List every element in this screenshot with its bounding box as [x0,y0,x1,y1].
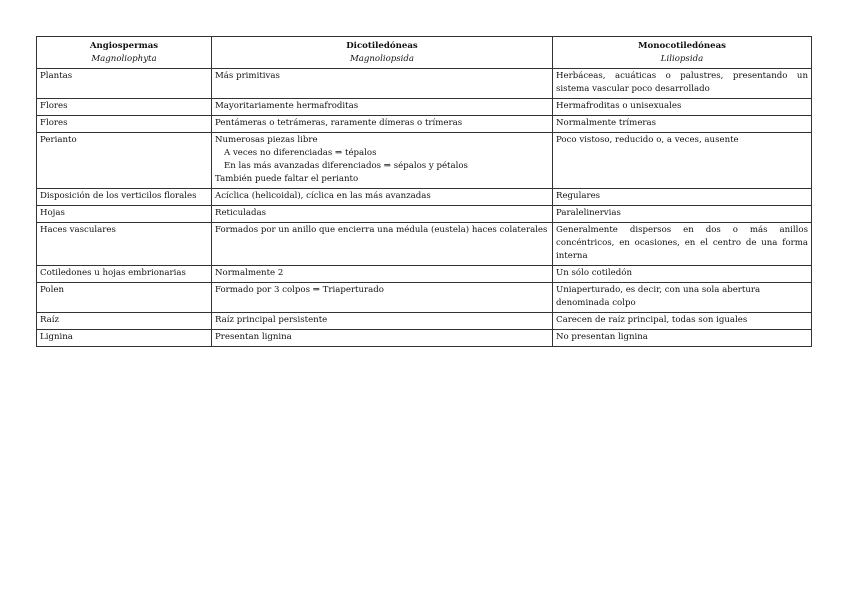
mono-cell: No presentan lignina [553,330,812,347]
dico-cell [212,133,553,189]
header-scientific-name: Magnoliopsida [349,54,415,64]
dico-cell: Formados por un anillo que encierra una médula (eustela) haces colaterales [212,223,553,266]
header-title: Angiospermas [89,41,159,51]
header-scientific-name: Liliopsida [660,54,704,64]
table-row [37,99,812,116]
dico-cell: Pentámeras o tetrámeras, raramente dímeras o trímeras [212,116,553,133]
table-row [37,69,812,99]
dico-line: También puede faltar el perianto [215,174,359,184]
mono-cell: Herbáceas, acuáticas o palustres, presentando un sistema vascular poco desarrollado [553,69,812,99]
mono-cell: Paralelinervias [553,206,812,223]
header-title: Dicotiledóneas [346,41,418,51]
comparison-table [36,36,812,347]
row-label: Flores [37,116,212,133]
row-label: Flores [37,99,212,116]
header-dicotiledoneas [212,37,553,69]
dico-line: A veces no diferenciadas ⇒ tépalos [224,148,377,158]
row-label: Raíz [37,313,212,330]
mono-cell: Poco vistoso, reducido o, a veces, ausente [553,133,812,189]
dico-cell: Raíz principal persistente [212,313,553,330]
dico-cell: Reticuladas [212,206,553,223]
table-row [37,116,812,133]
table-row [37,283,812,313]
header-scientific-name: Magnoliophyta [91,54,157,64]
dico-cell: Acíclica (helicoidal), cíclica en las más avanzadas [212,189,553,206]
mono-cell: Un sólo cotiledón [553,266,812,283]
mono-cell: Hermafroditas o unisexuales [553,99,812,116]
row-label: Lignina [37,330,212,347]
dico-cell: Más primitivas [212,69,553,99]
row-label: Haces vasculares [37,223,212,266]
row-label: Perianto [37,133,212,189]
table-row [37,206,812,223]
table-row [37,266,812,283]
table-row [37,330,812,347]
table-row [37,223,812,266]
dico-cell: Presentan lignina [212,330,553,347]
mono-cell: Regulares [553,189,812,206]
mono-cell: Carecen de raíz principal, todas son iguales [553,313,812,330]
header-row [37,37,812,69]
row-label: Cotiledones u hojas embrionarias [37,266,212,283]
header-angiospermas [37,37,212,69]
mono-cell: Uniaperturado, es decir, con una sola abertura denominada colpo [553,283,812,313]
dico-cell: Normalmente 2 [212,266,553,283]
mono-cell: Generalmente dispersos en dos o más anillos concéntricos, en ocasiones, en el centro de una forma interna [553,223,812,266]
row-label: Plantas [37,69,212,99]
row-label: Polen [37,283,212,313]
mono-cell: Normalmente trímeras [553,116,812,133]
table-row [37,133,812,189]
table-row [37,189,812,206]
header-title: Monocotiledóneas [637,41,727,51]
row-label: Hojas [37,206,212,223]
dico-cell: Mayoritariamente hermafroditas [212,99,553,116]
header-monocotiledoneas [553,37,812,69]
table-row [37,313,812,330]
dico-line: En las más avanzadas diferenciados ⇒ sépalos y pétalos [224,161,468,171]
dico-line: Numerosas piezas libre [215,135,318,145]
row-label: Disposición de los verticilos florales [37,189,212,206]
dico-cell: Formado por 3 colpos ⇒ Triaperturado [212,283,553,313]
